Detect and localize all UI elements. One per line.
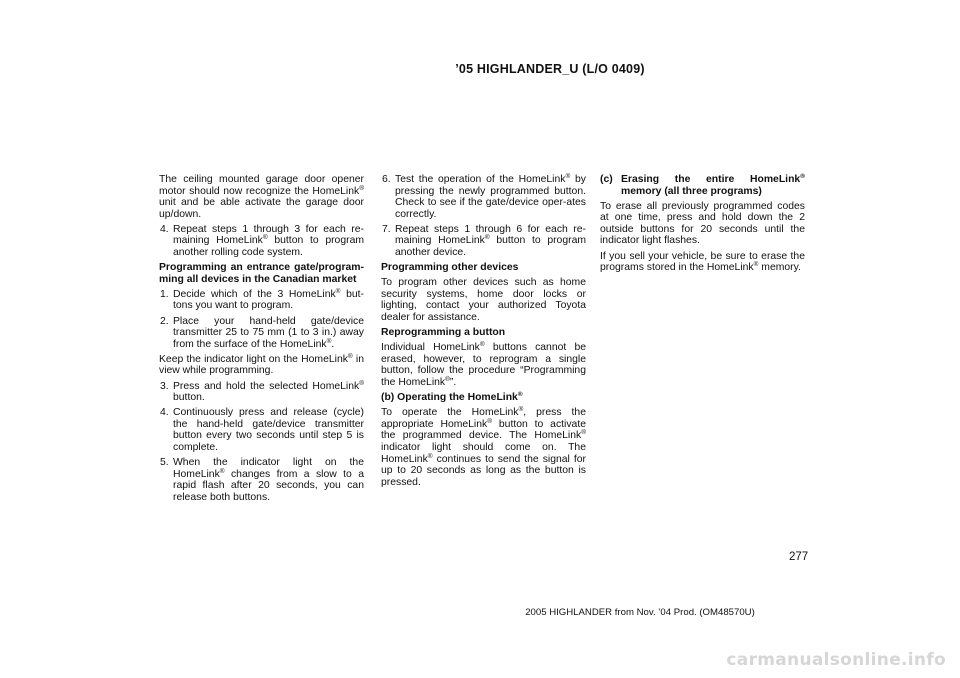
operating-paragraph: To operate the HomeLink®, press the appropriate HomeLink® button to activate the programmed device. The HomeLink® indicator light should come on. The HomeLink® continues to send the signal for up to 20 seconds as long as the button is pressed. [381, 406, 586, 488]
erasing-heading: (c) Erasing the entire HomeLink® memory (all three programs) [600, 173, 805, 197]
erasing-paragraph: To erase all previously programmed codes at one time, press and hold down the 2 outside buttons for 20 seconds until the indicator light flashes. [600, 200, 805, 247]
sell-vehicle-paragraph: If you sell your vehicle, be sure to erase the programs stored in the HomeLink® memory. [600, 250, 805, 274]
canada-step-3: 3. Press and hold the selected HomeLink® button. [160, 379, 364, 404]
other-devices-heading: Programming other devices [381, 262, 519, 274]
other-devices-paragraph: To program other devices such as home security systems, home door locks or lighting, contact your authorized Toyota dealer for assistance. [381, 277, 586, 324]
canada-step-5: 5. When the indicator light on the HomeLink® changes from a slow to a rapid flash after 20 seconds, you can release both buttons. [160, 457, 364, 503]
canada-step-2: 2. Place your hand-held gate/device transmitter 25 to 75 mm (1 to 3 in.) away from the surface of the HomeLink®. [160, 315, 364, 350]
canada-heading: Programming an entrance gate/program-ming all devices in the Canadian market [159, 262, 364, 285]
page-number: 277 [789, 551, 809, 563]
watermark: carmanualsonline.info [726, 650, 946, 670]
step-4: 4. Repeat steps 1 through 3 for each re-maining HomeLink® button to program another rolling code system. [160, 223, 365, 259]
document-header: ’05 HIGHLANDER_U (L/O 0409) [455, 62, 645, 76]
text-column-3 [600, 174, 805, 277]
step-7: 7. Repeat steps 1 through 6 for each re-maining HomeLink® button to program another device. [382, 223, 587, 259]
step-6: 6. Test the operation of the HomeLink® by pressing the newly programmed button. Check to see if the gate/device oper-ates correctly. [382, 173, 586, 220]
reprogramming-paragraph: Individual HomeLink® buttons cannot be erased, however, to reprogram a single button, follow the procedure “Programming the HomeLink®”. [381, 341, 586, 388]
keep-indicator-paragraph: Keep the indicator light on the HomeLink® in view while programming. [159, 352, 364, 377]
reprogramming-heading: Reprogramming a button [381, 327, 506, 339]
intro-paragraph: The ceiling mounted garage door opener motor should now recognize the HomeLink® unit and be able activate the garage door up/down. [159, 174, 364, 220]
document-footer: 2005 HIGHLANDER from Nov. ’04 Prod. (OM48570U) [525, 607, 755, 618]
canada-step-1: 1. Decide which of the 3 HomeLink® but-tons you want to program. [160, 287, 364, 312]
operating-heading: (b) Operating the HomeLink® [381, 391, 523, 404]
canada-step-4: 4. Continuously press and release (cycle) the hand-held gate/device transmitter button every two seconds until step 5 is complete. [160, 407, 364, 453]
text-column-2 [381, 174, 586, 492]
text-column-1 [159, 174, 364, 507]
